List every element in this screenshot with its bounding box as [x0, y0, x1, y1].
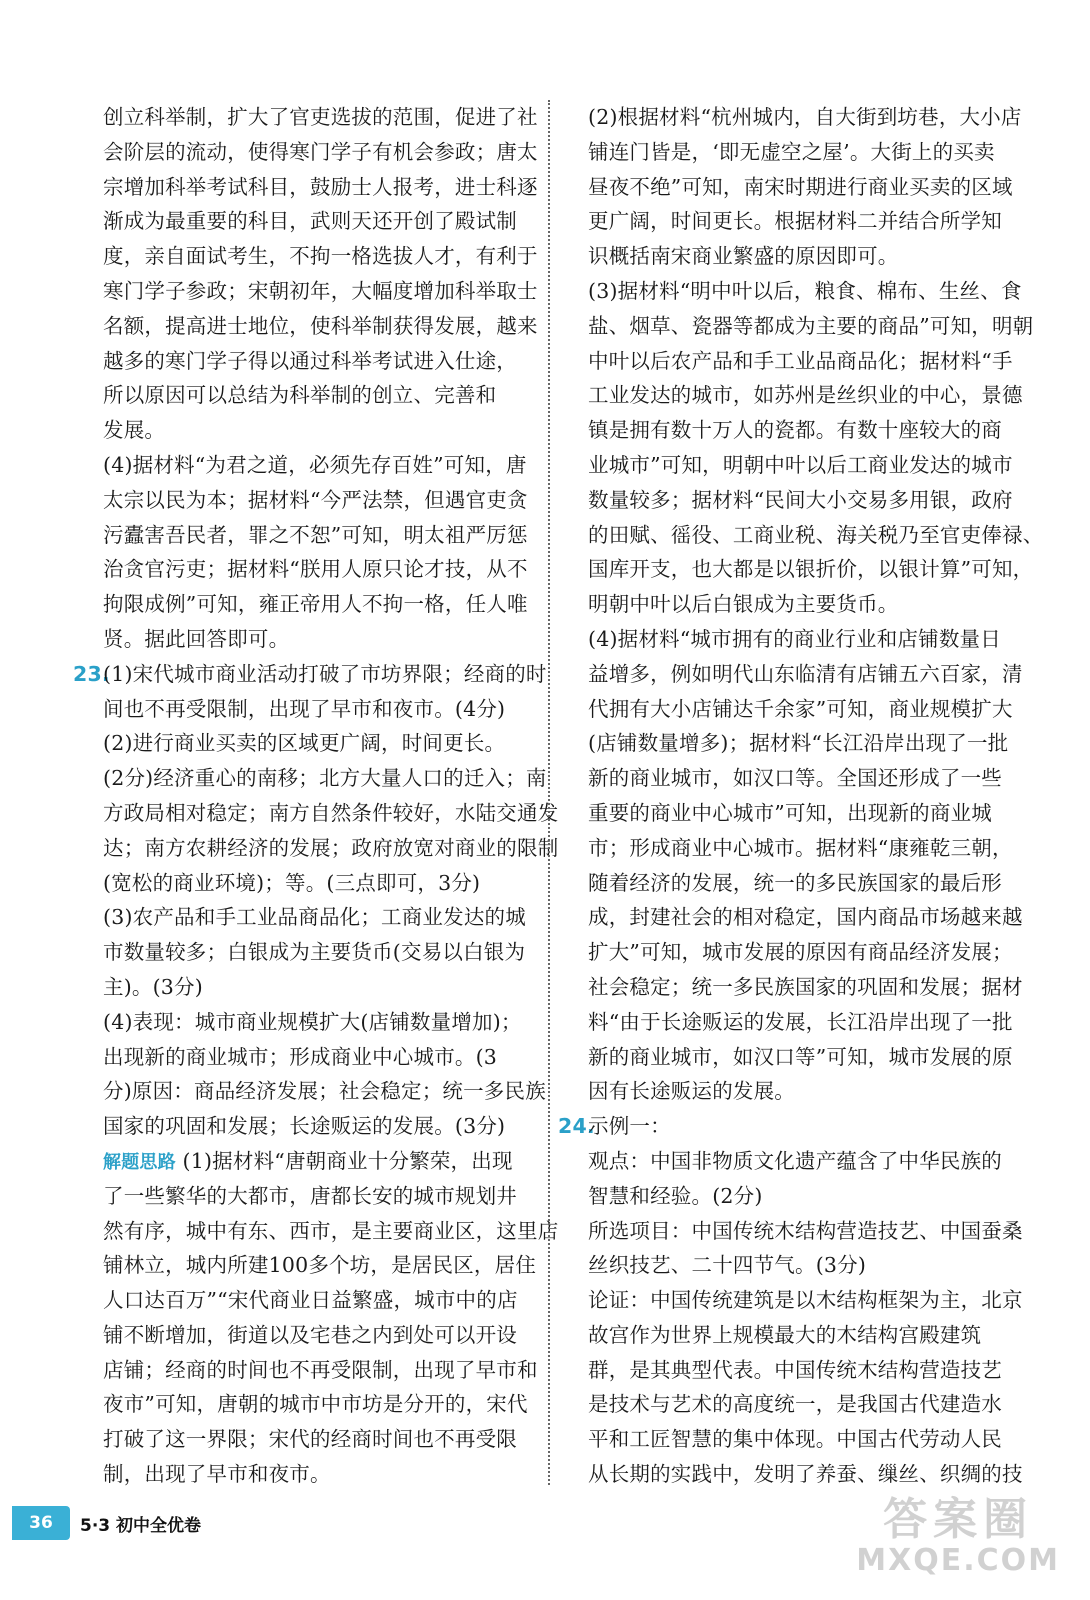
text-line: 是技术与艺术的高度统一，是我国古代建造水 [588, 1392, 1002, 1417]
question-number-24: 24. [558, 1114, 595, 1139]
text-line: 了一些繁华的大都市，唐都长安的城市规划井 [103, 1183, 517, 1208]
text-line: 代拥有大小店铺达千余家”可知，商业规模扩大 [588, 696, 1013, 721]
text-line: 昼夜不绝”可知，南宋时期进行商业买卖的区域 [588, 174, 1013, 199]
text-line: 拘限成例”可知，雍正帝用人不拘一格，任人唯 [103, 592, 528, 617]
text-line: (4)据材料“城市拥有的商业行业和店铺数量日 [588, 626, 1001, 651]
text-line: 名额，提高进士地位，使科举制获得发展，越来 [103, 313, 538, 338]
text-line: 方政局相对稳定；南方自然条件较好，水陆交通发 [103, 800, 559, 825]
text-line: 更广阔，时间更长。根据材料二并结合所学知 [588, 209, 1002, 234]
text-line: 铺林立，城内所建100多个坊，是居民区，居住 [103, 1253, 537, 1278]
text-line: 示例一： [588, 1114, 671, 1139]
text-line: 数量较多；据材料“民间大小交易多用银，政府 [588, 487, 1013, 512]
text-line: 丝织技艺、二十四节气。(3分) [588, 1253, 867, 1278]
text-line: 国库开支，也大都是以银折价，以银计算”可知， [588, 557, 1034, 582]
text-line: 会阶层的流动，使得寒门学子有机会参政；唐太 [103, 139, 538, 164]
text-line: (店铺数量增多)；据材料“长江沿岸出现了一批 [588, 731, 1009, 756]
text-line: (4)据材料“为君之道，必须先存百姓”可知，唐 [103, 452, 527, 477]
text-line: (3)农产品和手工业品商品化；工商业发达的城 [103, 905, 526, 930]
text-line: 所选项目：中国传统木结构营造技艺、中国蚕桑 [588, 1218, 1023, 1243]
text-line: 的田赋、徭役、工商业税、海关税乃至官吏俸禄、 [588, 522, 1044, 547]
text-line: 间也不再受限制，出现了早市和夜市。(4分) [103, 696, 506, 721]
text-line: 业城市”可知，明朝中叶以后工商业发达的城市 [588, 452, 1013, 477]
text-line: (宽松的商业环境)；等。(三点即可，3分) [103, 870, 481, 895]
text-line: 工业发达的城市，如苏州是丝织业的中心，景德 [588, 383, 1023, 408]
question-number-23: 23. [73, 661, 110, 686]
text-line: 宗增加科举考试科目，鼓励士人报考，进士科逐 [103, 174, 538, 199]
text-line: 寒门学子参政；宋朝初年，大幅度增加科举取士 [103, 278, 538, 303]
watermark-logo: 答案圈 [883, 1494, 1034, 1545]
text-line: 创立科举制，扩大了官吏选拔的范围，促进了社 [103, 105, 538, 129]
text-line: 出现新的商业城市；形成商业中心城市。(3 [103, 1044, 498, 1069]
watermark-url: MXQE.COM [856, 1543, 1060, 1578]
text-line: 益增多，例如明代山东临清有店铺五六百家，清 [588, 661, 1023, 686]
text-line: 故宫作为世界上规模最大的木结构宫殿建筑 [588, 1322, 982, 1347]
text-line: 国家的巩固和发展；长途贩运的发展。(3分) [103, 1114, 506, 1139]
page-number: 36 [12, 1506, 70, 1540]
text-line: 中叶以后农产品和手工业品商品化；据材料“手 [588, 348, 1013, 373]
text-line: (1)宋代城市商业活动打破了市坊界限；经商的时 [103, 661, 547, 686]
text-line: 因有长途贩运的发展。 [588, 1079, 795, 1104]
text-line: 盐、烟草、瓷器等都成为主要的商品”可知，明朝 [588, 313, 1034, 338]
solution-tag-line [103, 1144, 531, 1179]
text-line: 主)。(3分) [103, 974, 203, 999]
watermark [856, 1496, 1060, 1578]
text-line: 智慧和经验。(2分) [588, 1183, 763, 1208]
question-23-first-line [73, 657, 547, 692]
text-line: 打破了这一界限；宋代的经商时间也不再受限 [103, 1427, 517, 1452]
book-brand: 5·3 初中全优卷 [80, 1515, 202, 1536]
text-line: 从长期的实践中，发明了养蚕、缫丝、织绸的技 [588, 1462, 1023, 1487]
text-line: 识概括南宋商业繁盛的原因即可。 [588, 244, 899, 269]
text-line: 镇是拥有数十万人的瓷都。有数十座较大的商 [588, 418, 1002, 443]
text-line: 随着经济的发展，统一的多民族国家的最后形 [588, 870, 1002, 895]
text-line: 新的商业城市，如汉口等。全国还形成了一些 [588, 766, 1002, 791]
text-line: 社会稳定；统一多民族国家的巩固和发展；据材 [588, 974, 1023, 999]
text-line: 料“由于长途贩运的发展，长江沿岸出现了一批 [588, 1009, 1013, 1034]
text-line: 论证：中国传统建筑是以木结构框架为主，北京 [588, 1288, 1023, 1313]
text-line: 发展。 [103, 418, 166, 443]
text-line: 平和工匠智慧的集中体现。中国古代劳动人民 [588, 1427, 1002, 1452]
text-line: 群，是其典型代表。中国传统木结构营造技艺 [588, 1357, 1002, 1382]
text-line: 分)原因：商品经济发展；社会稳定；统一多民族 [103, 1079, 546, 1104]
text-line: (1)据材料“唐朝商业十分繁荣，出现 [182, 1148, 513, 1173]
text-line: 所以原因可以总结为科举制的创立、完善和 [103, 383, 497, 408]
text-line: 成，封建社会的相对稳定，国内商品市场越来越 [588, 905, 1023, 930]
left-column [73, 100, 559, 1492]
right-column [558, 100, 1044, 1492]
text-line: 然有序，城中有东、西市，是主要商业区，这里店 [103, 1218, 559, 1243]
text-line: (3)据材料“明中叶以后，粮食、棉布、生丝、食 [588, 278, 1022, 303]
text-line: 观点：中国非物质文化遗产蕴含了中华民族的 [588, 1148, 1002, 1173]
text-line: 铺不断增加，街道以及宅巷之内到处可以开设 [103, 1322, 517, 1347]
solution-tag: 解题思路 [103, 1151, 176, 1173]
text-line: (2)进行商业买卖的区域更广阔，时间更长。 [103, 731, 506, 756]
text-line: 扩大”可知，城市发展的原因有商品经济发展； [588, 940, 1013, 965]
text-line: 重要的商业中心城市”可知，出现新的商业城 [588, 800, 992, 825]
text-line: 渐成为最重要的科目，武则天还开创了殿试制 [103, 209, 517, 234]
text-line: 市；形成商业中心城市。据材料“康雍乾三朝， [588, 835, 1013, 860]
text-line: 治贪官污吏；据材料“朕用人原只论才技，从不 [103, 557, 528, 582]
text-line: 人口达百万”“宋代商业日益繁盛，城市中的店 [103, 1288, 518, 1313]
text-line: 明朝中叶以后白银成为主要货币。 [588, 592, 899, 617]
text-line: (4)表现：城市商业规模扩大(店铺数量增加)； [103, 1009, 522, 1034]
text-line: 贤。据此回答即可。 [103, 626, 290, 651]
text-line: 店铺；经商的时间也不再受限制，出现了早市和 [103, 1357, 538, 1382]
column-divider [548, 100, 550, 1485]
text-line: 铺连门皆是，‘即无虚空之屋’。大街上的买卖 [588, 139, 995, 164]
text-line: 污蠹害吾民者，罪之不恕”可知，明太祖严厉惩 [103, 522, 528, 547]
text-line: 达；南方农耕经济的发展；政府放宽对商业的限制 [103, 835, 559, 860]
text-line: 制，出现了早市和夜市。 [103, 1462, 331, 1487]
text-line: 夜市”可知，唐朝的城市中市坊是分开的，宋代 [103, 1392, 528, 1417]
question-24-first-line [558, 1109, 1016, 1144]
text-line: (2)根据材料“杭州城内，自大街到坊巷，大小店 [588, 105, 1022, 129]
text-line: 市数量较多；白银成为主要货币(交易以白银为 [103, 940, 526, 965]
text-line: 越多的寒门学子得以通过科举考试进入仕途， [103, 348, 517, 373]
text-line: (2分)经济重心的南移；北方大量人口的迁入；南 [103, 766, 547, 791]
text-line: 太宗以民为本；据材料“今严法禁，但遇官吏贪 [103, 487, 528, 512]
text-line: 度，亲自面试考生，不拘一格选拔人才，有利于 [103, 244, 538, 269]
page-footer [0, 1505, 201, 1541]
text-line: 新的商业城市，如汉口等”可知，城市发展的原 [588, 1044, 1013, 1069]
